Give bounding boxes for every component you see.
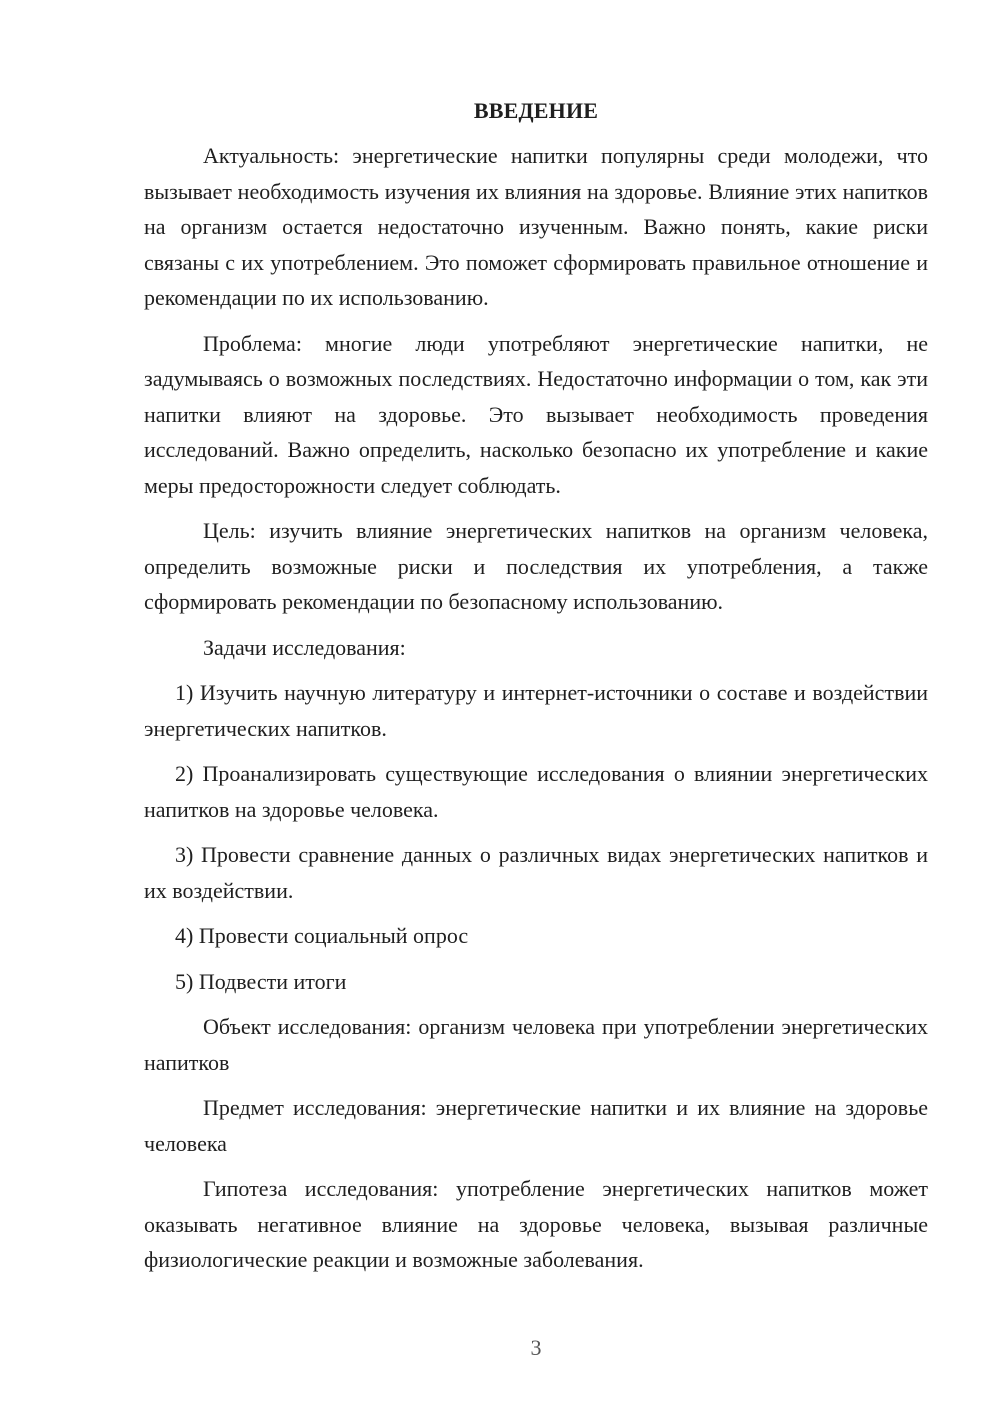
task-item-3: 3) Провести сравнение данных о различных видах энергетических напитков и их воздействии. — [144, 842, 928, 903]
problem-paragraph: Проблема: многие люди употребляют энергетические напитки, не задумываясь о возможных последствиях. Недостаточно информации о том, как эти напитки влияют на здоровье. Это вызывает необходимость проведения исследований. Важно определить, насколько безопасно их употребление и какие меры предосторожности следует соблюдать. — [144, 330, 928, 498]
task-item-4: 4) Провести социальный опрос — [175, 923, 469, 948]
task-item-1: 1) Изучить научную литературу и интернет-источники о составе и воздействии энергетических напитков. — [144, 680, 928, 741]
tasks-heading: Задачи исследования: — [203, 634, 406, 660]
object-paragraph: Объект исследования: организм человека при употреблении энергетических напитков — [144, 1014, 928, 1075]
goal-paragraph: Цель: изучить влияние энергетических напитков на организм человека, определить возможные риски и последствия их употребления, а также сформировать рекомендации по безопасному использованию. — [144, 518, 928, 614]
task-item-5: 5) Подвести итоги — [175, 968, 347, 994]
page-title: ВВЕДЕНИЕ — [473, 98, 599, 123]
task-item-2: 2) Проанализировать существующие исследования о влиянии энергетических напитков на здоровье человека. — [144, 761, 928, 822]
page-content — [144, 96, 928, 1288]
hypothesis-paragraph: Гипотеза исследования: употребление энергетических напитков может оказывать негативное влияние на здоровье человека, вызывая различные физиологические реакции и возможные заболевания. — [144, 1176, 928, 1272]
relevance-paragraph: Актуальность: энергетические напитки популярны среди молодежи, что вызывает необходимость изучения их влияния на здоровье. Влияние этих напитков на организм остается недостаточно изученным. Важно понять, какие риски связаны с их употреблением. Это поможет сформировать правильное отношение и рекомендации по их использованию. — [144, 143, 928, 310]
subject-paragraph: Предмет исследования: энергетические напитки и их влияние на здоровье человека — [144, 1095, 928, 1156]
page-number: 3 — [530, 1335, 542, 1360]
